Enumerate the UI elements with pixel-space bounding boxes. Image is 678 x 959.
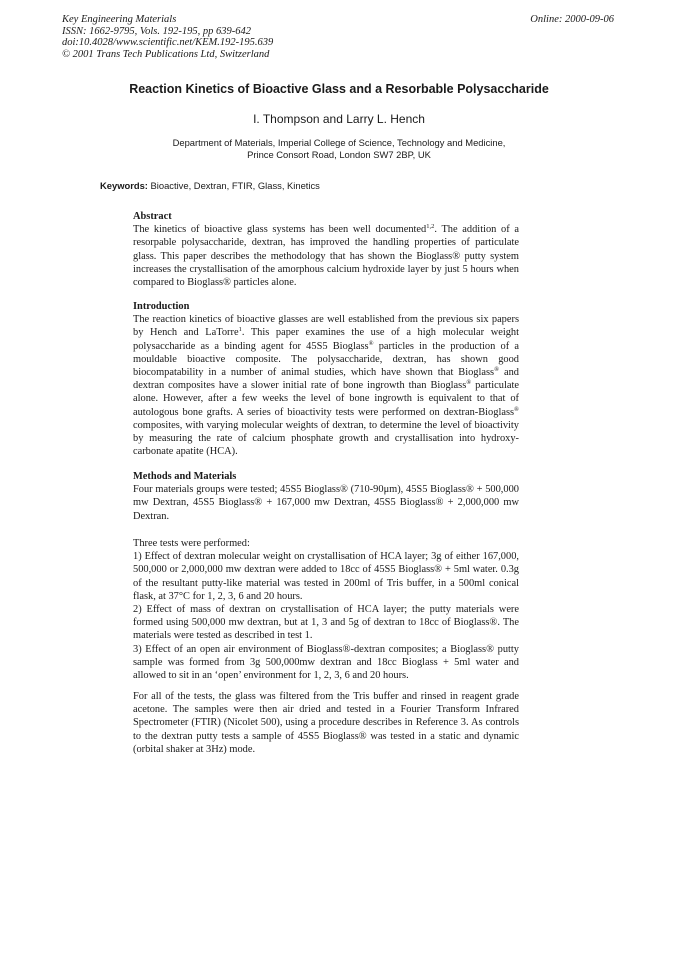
affiliation-line-2: Prince Consort Road, London SW7 2BP, UK [247,148,431,160]
abstract-heading: Abstract [133,211,172,222]
tests-intro: Three tests were performed: [133,538,250,549]
copyright-line: © 2001 Trans Tech Publications Ltd, Switzerland [62,48,270,60]
keywords-list: Bioactive, Dextran, FTIR, Glass, Kinetics [150,180,320,191]
methods-materials-text: Four materials groups were tested; 45S5 Bioglass® (710-90μm), 45S5 Bioglass® + 500,000 mw Dextran, 45S5 Bioglass® + 167,000 mw Dextran, 45S5 Bioglass® + 2,000,000 mw Dextran. [133,484,519,522]
test-1: 1) Effect of dextran molecular weight on crystallisation of HCA layer; 3g of either 167,000, 500,000 or 2,000,000 mw dextran were added to 18cc of 45S5 Bioglass® + 5ml water. 0.3g of the resultant putty-like material was tested in 200ml of Tris buffer, in a 500ml conical flask, at 37°C for 1, 2, 3, 6 and 20 hours. [133,551,519,602]
affiliation-line-1: Department of Materials, Imperial College of Science, Technology and Medicine, [172,137,506,148]
keywords [100,180,320,191]
journal-name: Key Engineering Materials [62,14,177,25]
journal-header [62,14,273,60]
doi-line: doi:10.4028/www.scientific.net/KEM.192-195.639 [62,37,274,48]
procedure-text: For all of the tests, the glass was filtered from the Tris buffer and rinsed in reagent grade acetone. The samples were then air dried and tested in a Fourier Transform Infrared Spectrometer (FTIR) (Nicolet 500), using a procedure describes in Reference 3. As controls to the dextran putty tests a sample of 45S5 Bioglass® was tested in a static and dynamic (orbital shaker at 3Hz) mode. [133,691,519,755]
abstract-text: The kinetics of bioactive glass systems has been well documented$^{1,2}$. The addition of a resorpable polysaccharide, dextran, has improved the handling properties of particulate glass. This paper describes the methodology that has shown the Bioglass® putty system increases the crystallisation of the amorphous calcium hydroxide layer by just 5 hours when compared to Bioglass® particles alone. [133,223,519,289]
paper-title: Reaction Kinetics of Bioactive Glass and a Resorbable Polysaccharide [129,82,549,96]
test-3: 3) Effect of an open air environment of Bioglass®-dextran composites; a Bioglass® putty sample was formed from 3g 500,000mw dextran and 18cc Bioglass + 5ml water and allowed to sit in an ‘open’ environment for 1, 2, 3, 6 and 20 hours. [133,643,519,682]
methods-section [133,470,519,523]
introduction-heading: Introduction [133,301,190,312]
affiliation [0,137,678,160]
procedure-section [133,690,519,756]
online-date: Online: 2000-09-06 [530,14,614,25]
paper-authors: I. Thompson and Larry L. Hench [253,112,425,126]
abstract-section [133,210,519,289]
keywords-label: Keywords: [100,180,148,191]
issn-line: ISSN: 1662-9795, Vols. 192-195, pp 639-642 [62,25,251,37]
tests-section [133,537,519,682]
introduction-section [133,300,519,458]
introduction-text: The reaction kinetics of bioactive glasses are well established from the previous six papers by Hench and LaTorre$^1$. This paper examines the use of a high molecular weight polysaccharide as a binding agent for 45S5 Bioglass® particles in the production of a mouldable bioactive composite. The polysaccharide, dextran, has shown good biocompatability in a number of animal studies, which have shown that Bioglass® and dextran composites have a slower initial rate of bone ingrowth than Bioglass® particulate alone. However, after a few weeks the level of bone ingrowth is equivalent to that of autologous bone grafts. A series of bioactivity tests were performed on dextran-Bioglass® composites, with varying molecular weights of dextran, to determine the level of bioactivity by measuring the rate of calcium phosphate growth and crystallisation into hydroxy-carbonate apatite (HCA). [133,314,520,458]
test-2: 2) Effect of mass of dextran on crystallisation of HCA layer; the putty materials were formed using 500,000 mw dextran, but at 1, 3 and 5g of dextran to 18cc of Bioglass®. The materials were tested as described in test 1. [133,604,519,642]
methods-heading: Methods and Materials [133,471,237,482]
